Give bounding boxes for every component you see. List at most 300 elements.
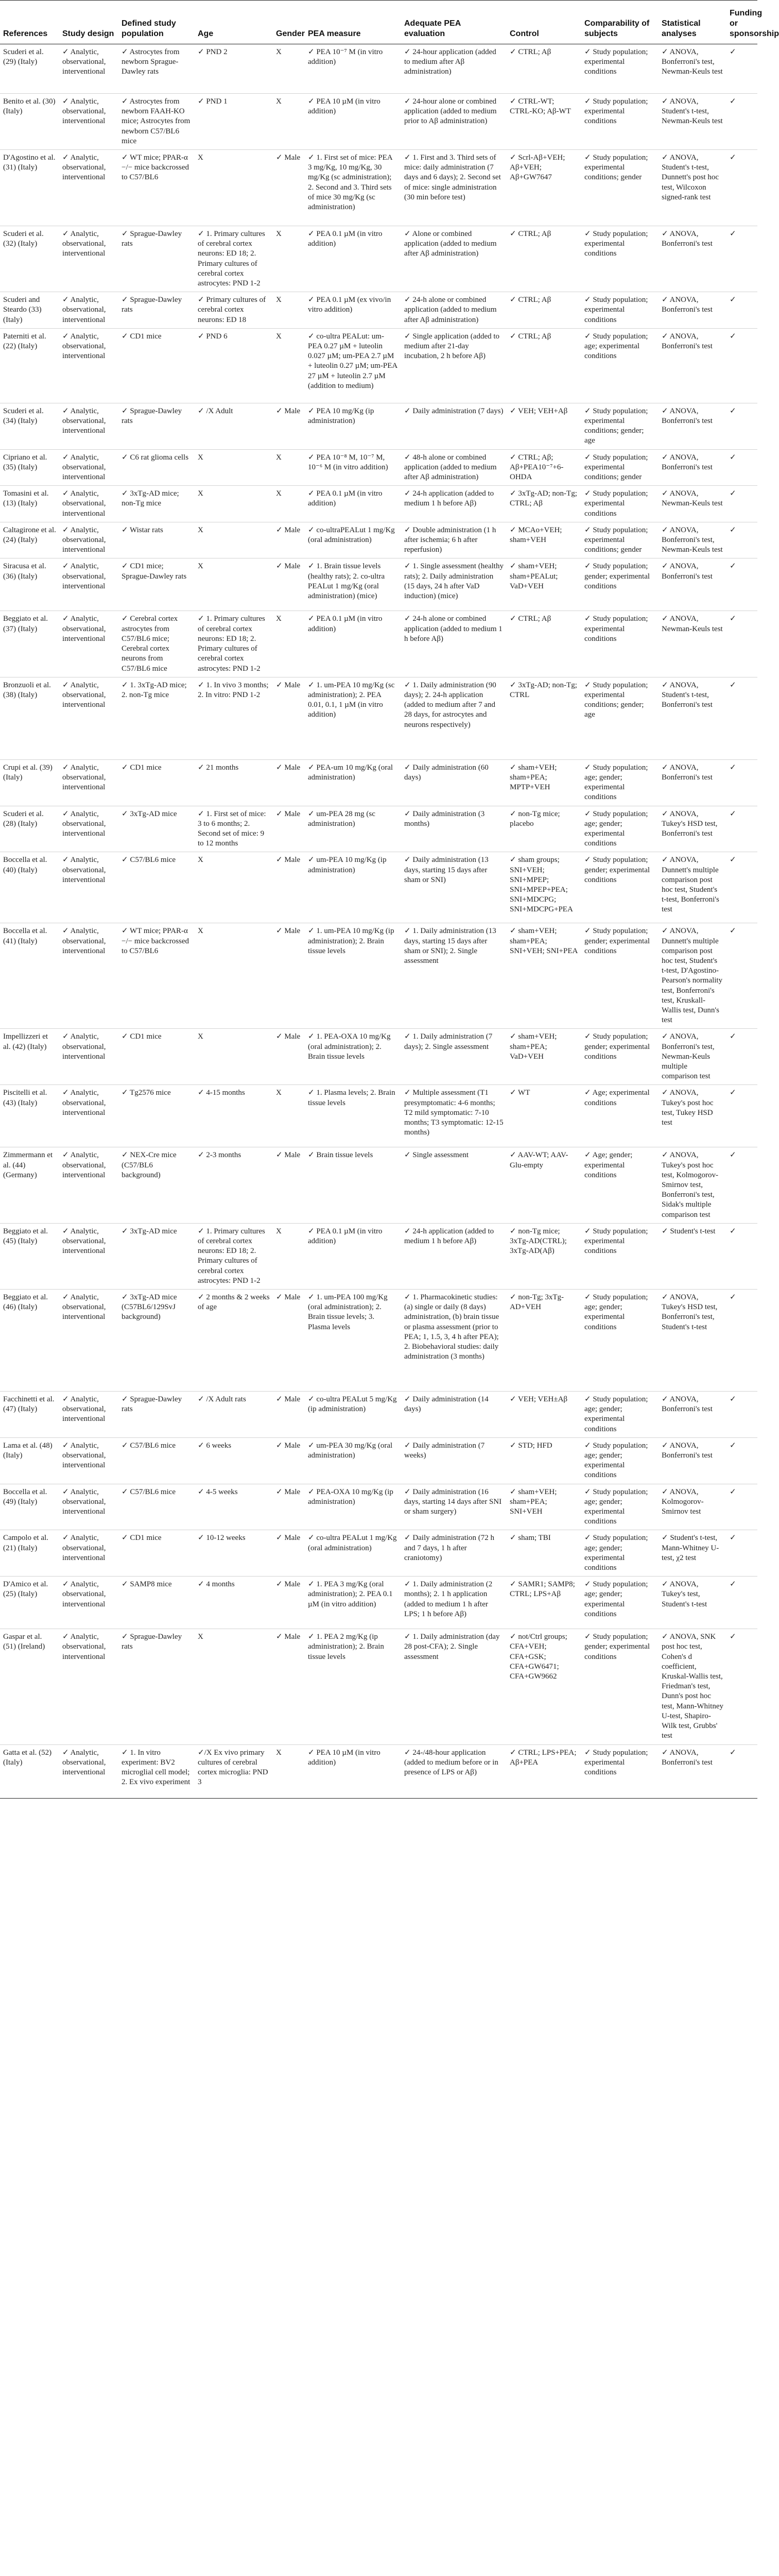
cell-references: Campolo et al. (21) (Italy)	[0, 1530, 59, 1577]
cell-adequate-pea-evaluation: ✓ 48-h alone or combined application (added to medium after Aβ administration)	[401, 449, 507, 486]
cell-statistical-analyses: ✓ ANOVA, Bonferroni's test	[659, 328, 726, 403]
table-row	[0, 611, 757, 677]
cell-gender: ✓ Male	[273, 1029, 305, 1085]
cell-funding-or-sponsorship: ✓	[726, 292, 757, 329]
cell-gender: X	[273, 226, 305, 292]
cell-funding-or-sponsorship: ✓	[726, 611, 757, 677]
cell-age: X	[195, 1629, 273, 1744]
cell-adequate-pea-evaluation: ✓ Daily administration (14 days)	[401, 1392, 507, 1438]
cell-study-design: ✓ Analytic, observational, interventional	[59, 150, 118, 226]
cell-statistical-analyses: ✓ ANOVA, Bonferroni's test, Newman-Keuls multiple comparison test	[659, 1029, 726, 1085]
header-comparability-of-subjects: Comparability of subjects	[581, 1, 659, 44]
cell-statistical-analyses: ✓ ANOVA, Kolmogorov-Smirnov test	[659, 1484, 726, 1530]
cell-references: Scuderi et al. (28) (Italy)	[0, 806, 59, 852]
cell-comparability-of-subjects: ✓ Study population; age; gender; experimental conditions	[581, 806, 659, 852]
cell-control: ✓ sham+VEH; sham+PEA; SNI+VEH; SNI+PEA	[507, 923, 581, 1029]
cell-references: D'Agostino et al. (31) (Italy)	[0, 150, 59, 226]
cell-references: Benito et al. (30) (Italy)	[0, 94, 59, 150]
cell-statistical-analyses: ✓ ANOVA, Tukey's post hoc test, Kolmogorov-Smirnov test, Bonferroni's test, Sidak's multiple comparison test	[659, 1147, 726, 1223]
cell-study-design: ✓ Analytic, observational, interventional	[59, 852, 118, 923]
cell-age: ✓ 21 months	[195, 759, 273, 806]
table-row	[0, 1577, 757, 1629]
table-row	[0, 677, 757, 759]
cell-defined-study-population: ✓ CD1 mice	[118, 1530, 195, 1577]
cell-comparability-of-subjects: ✓ Study population; age; gender; experimental conditions	[581, 1530, 659, 1577]
table-row	[0, 94, 757, 150]
cell-funding-or-sponsorship: ✓	[726, 852, 757, 923]
cell-funding-or-sponsorship: ✓	[726, 226, 757, 292]
cell-gender: X	[273, 449, 305, 486]
cell-defined-study-population: ✓ Tg2576 mice	[118, 1085, 195, 1147]
cell-adequate-pea-evaluation: ✓ Daily administration (60 days)	[401, 759, 507, 806]
cell-statistical-analyses: ✓ ANOVA, Newman-Keuls test	[659, 486, 726, 522]
cell-control: ✓ sham; TBI	[507, 1530, 581, 1577]
table-row	[0, 1147, 757, 1223]
cell-defined-study-population: ✓ 3xTg-AD mice	[118, 806, 195, 852]
cell-funding-or-sponsorship: ✓	[726, 328, 757, 403]
cell-defined-study-population: ✓ Astrocytes from newborn Sprague-Dawley rats	[118, 44, 195, 94]
cell-adequate-pea-evaluation: ✓ Daily administration (7 weeks)	[401, 1437, 507, 1484]
cell-control: ✓ sham+VEH; sham+PEA; VaD+VEH	[507, 1029, 581, 1085]
cell-defined-study-population: ✓ Sprague-Dawley rats	[118, 403, 195, 449]
cell-gender: ✓ Male	[273, 1147, 305, 1223]
cell-funding-or-sponsorship: ✓	[726, 1392, 757, 1438]
cell-pea-measure: ✓ 1. PEA 2 mg/Kg (ip administration); 2. Brain tissue levels	[305, 1629, 401, 1744]
cell-references: Bronzuoli et al. (38) (Italy)	[0, 677, 59, 759]
cell-adequate-pea-evaluation: ✓ Daily administration (72 h and 7 days, 1 h after craniotomy)	[401, 1530, 507, 1577]
cell-statistical-analyses: ✓ ANOVA, Bonferroni's test	[659, 558, 726, 611]
cell-adequate-pea-evaluation: ✓ 1. Daily administration (2 months); 2. 1 h application (added to medium 1 h after LPS; 1 h before Aβ)	[401, 1577, 507, 1629]
cell-comparability-of-subjects: ✓ Study population; gender; experimental conditions	[581, 558, 659, 611]
cell-age: ✓ PND 6	[195, 328, 273, 403]
cell-defined-study-population: ✓ CD1 mice	[118, 759, 195, 806]
cell-funding-or-sponsorship: ✓	[726, 486, 757, 522]
cell-control: ✓ not/Ctrl groups; CFA+VEH; CFA+GSK; CFA+GW6471; CFA+GW9662	[507, 1629, 581, 1744]
cell-references: Lama et al. (48) (Italy)	[0, 1437, 59, 1484]
cell-adequate-pea-evaluation: ✓ 24-hour application (added to medium after Aβ administration)	[401, 44, 507, 94]
cell-defined-study-population: ✓ 1. In vitro experiment: BV2 microglial cell model; 2. Ex vivo experiment	[118, 1744, 195, 1798]
cell-study-design: ✓ Analytic, observational, interventional	[59, 226, 118, 292]
cell-control: ✓ non-Tg mice; 3xTg-AD(CTRL); 3xTg-AD(Aβ)	[507, 1223, 581, 1289]
cell-control: ✓ CTRL; Aβ	[507, 292, 581, 329]
cell-comparability-of-subjects: ✓ Study population; experimental conditions	[581, 611, 659, 677]
cell-funding-or-sponsorship: ✓	[726, 558, 757, 611]
header-pea-measure: PEA measure	[305, 1, 401, 44]
cell-comparability-of-subjects: ✓ Study population; experimental conditions	[581, 1744, 659, 1798]
cell-funding-or-sponsorship: ✓	[726, 806, 757, 852]
cell-adequate-pea-evaluation: ✓ 24-h alone or combined application (added to medium after Aβ administration)	[401, 292, 507, 329]
cell-pea-measure: ✓ 1. PEA-OXA 10 mg/Kg (oral administration); 2. Brain tissue levels	[305, 1029, 401, 1085]
cell-age: X	[195, 852, 273, 923]
cell-gender: ✓ Male	[273, 403, 305, 449]
cell-references: Impellizzeri et al. (42) (Italy)	[0, 1029, 59, 1085]
cell-control: ✓ sham+VEH; sham+PEA; SNI+VEH	[507, 1484, 581, 1530]
cell-references: D'Amico et al. (25) (Italy)	[0, 1577, 59, 1629]
cell-pea-measure: ✓ co-ultra PEALut 1 mg/Kg (oral administration)	[305, 1530, 401, 1577]
cell-pea-measure: ✓ 1. Brain tissue levels (healthy rats); 2. co-ultra PEALut 1 mg/Kg (oral administration) (mice)	[305, 558, 401, 611]
cell-pea-measure: ✓ PEA 0.1 µM (ex vivo/in vitro addition)	[305, 292, 401, 329]
cell-age: ✓ PND 2	[195, 44, 273, 94]
cell-gender: X	[273, 1223, 305, 1289]
cell-control: ✓ CTRL; Aβ	[507, 328, 581, 403]
cell-adequate-pea-evaluation: ✓ Single assessment	[401, 1147, 507, 1223]
cell-funding-or-sponsorship: ✓	[726, 449, 757, 486]
cell-gender: ✓ Male	[273, 558, 305, 611]
cell-funding-or-sponsorship: ✓	[726, 44, 757, 94]
cell-statistical-analyses: ✓ ANOVA, Dunnett's multiple comparison post hoc test, Student's t-test, D'Agostino-Pearson's normality test, Bonferroni's test, Kruskall-Wallis test, Dunn's test	[659, 923, 726, 1029]
header-gender: Gender	[273, 1, 305, 44]
table-row	[0, 1029, 757, 1085]
cell-references: Paterniti et al. (22) (Italy)	[0, 328, 59, 403]
cell-defined-study-population: ✓ CD1 mice; Sprague-Dawley rats	[118, 558, 195, 611]
cell-age: X	[195, 1029, 273, 1085]
cell-gender: ✓ Male	[273, 806, 305, 852]
cell-study-design: ✓ Analytic, observational, interventional	[59, 1392, 118, 1438]
cell-adequate-pea-evaluation: ✓ 1. Daily administration (13 days, starting 15 days after sham or SNI); 2. Single assessment	[401, 923, 507, 1029]
cell-gender: X	[273, 94, 305, 150]
cell-defined-study-population: ✓ NEX-Cre mice (C57/BL6 background)	[118, 1147, 195, 1223]
cell-age: X	[195, 486, 273, 522]
cell-study-design: ✓ Analytic, observational, interventional	[59, 1744, 118, 1798]
cell-funding-or-sponsorship: ✓	[726, 522, 757, 558]
cell-defined-study-population: ✓ Sprague-Dawley rats	[118, 226, 195, 292]
cell-pea-measure: ✓ um-PEA 10 mg/Kg (ip administration)	[305, 852, 401, 923]
cell-funding-or-sponsorship: ✓	[726, 1744, 757, 1798]
cell-comparability-of-subjects: ✓ Study population; gender; experimental conditions	[581, 1629, 659, 1744]
cell-comparability-of-subjects: ✓ Study population; experimental conditions	[581, 292, 659, 329]
cell-gender: ✓ Male	[273, 759, 305, 806]
cell-control: ✓ CTRL; Aβ	[507, 226, 581, 292]
table-body	[0, 44, 757, 1799]
cell-control: ✓ sham groups; SNI+VEH; SNI+MPEP; SNI+MPEP+PEA; SNI+MDCPG; SNI+MDCPG+PEA	[507, 852, 581, 923]
cell-references: Boccella et al. (49) (Italy)	[0, 1484, 59, 1530]
cell-adequate-pea-evaluation: ✓ 1. Daily administration (7 days); 2. Single assessment	[401, 1029, 507, 1085]
cell-defined-study-population: ✓ WT mice; PPAR-α −/− mice backcrossed to C57/BL6	[118, 923, 195, 1029]
cell-references: Scuderi and Steardo (33) (Italy)	[0, 292, 59, 329]
cell-gender: ✓ Male	[273, 677, 305, 759]
cell-funding-or-sponsorship: ✓	[726, 1147, 757, 1223]
cell-references: Facchinetti et al. (47) (Italy)	[0, 1392, 59, 1438]
cell-age: ✓ 4-5 weeks	[195, 1484, 273, 1530]
cell-pea-measure: ✓ Brain tissue levels	[305, 1147, 401, 1223]
header-defined-study-population: Defined study population	[118, 1, 195, 44]
cell-funding-or-sponsorship: ✓	[726, 1290, 757, 1392]
cell-age: ✓ 6 weeks	[195, 1437, 273, 1484]
cell-comparability-of-subjects: ✓ Study population; experimental conditions	[581, 1223, 659, 1289]
cell-pea-measure: ✓ 1. um-PEA 100 mg/Kg (oral administration); 2. Brain tissue levels; 3. Plasma levels	[305, 1290, 401, 1392]
cell-age: ✓ 1. Primary cultures of cerebral cortex neurons: ED 18; 2. Primary cultures of cerebral cortex astrocytes: PND 1-2	[195, 1223, 273, 1289]
cell-comparability-of-subjects: ✓ Study population; experimental conditions; gender	[581, 522, 659, 558]
cell-study-design: ✓ Analytic, observational, interventional	[59, 44, 118, 94]
cell-pea-measure: ✓ PEA 0.1 µM (in vitro addition)	[305, 226, 401, 292]
cell-statistical-analyses: ✓ ANOVA, Bonferroni's test, Newman-Keuls test	[659, 522, 726, 558]
cell-comparability-of-subjects: ✓ Study population; gender; experimental conditions	[581, 923, 659, 1029]
cell-defined-study-population: ✓ CD1 mice	[118, 328, 195, 403]
cell-gender: X	[273, 1085, 305, 1147]
cell-study-design: ✓ Analytic, observational, interventional	[59, 292, 118, 329]
cell-comparability-of-subjects: ✓ Study population; gender; experimental conditions	[581, 852, 659, 923]
cell-comparability-of-subjects: ✓ Study population; age; gender; experimental conditions	[581, 1577, 659, 1629]
cell-statistical-analyses: ✓ ANOVA, SNK post hoc test, Cohen's d coefficient, Kruskal-Wallis test, Friedman's test, Dunn's post hoc test, Mann-Whitney U-test, Shapiro-Wilk test, Grubbs' test	[659, 1629, 726, 1744]
cell-study-design: ✓ Analytic, observational, interventional	[59, 486, 118, 522]
cell-funding-or-sponsorship: ✓	[726, 759, 757, 806]
cell-gender: ✓ Male	[273, 1530, 305, 1577]
cell-references: Scuderi et al. (32) (Italy)	[0, 226, 59, 292]
cell-age: X	[195, 558, 273, 611]
header-age: Age	[195, 1, 273, 44]
cell-age: X	[195, 923, 273, 1029]
cell-age: ✓ Primary cultures of cerebral cortex neurons: ED 18	[195, 292, 273, 329]
cell-gender: ✓ Male	[273, 1290, 305, 1392]
cell-gender: ✓ Male	[273, 1629, 305, 1744]
cell-statistical-analyses: ✓ ANOVA, Bonferroni's test	[659, 403, 726, 449]
cell-pea-measure: ✓ 1. um-PEA 10 mg/Kg (ip administration); 2. Brain tissue levels	[305, 923, 401, 1029]
cell-gender: X	[273, 328, 305, 403]
cell-defined-study-population: ✓ C57/BL6 mice	[118, 852, 195, 923]
cell-age: X	[195, 150, 273, 226]
cell-comparability-of-subjects: ✓ Age; experimental conditions	[581, 1085, 659, 1147]
cell-funding-or-sponsorship: ✓	[726, 1530, 757, 1577]
cell-study-design: ✓ Analytic, observational, interventional	[59, 611, 118, 677]
table-row	[0, 1484, 757, 1530]
cell-control: ✓ Scrl-Aβ+VEH; Aβ+VEH; Aβ+GW7647	[507, 150, 581, 226]
cell-age: ✓ 1. First set of mice: 3 to 6 months; 2. Second set of mice: 9 to 12 months	[195, 806, 273, 852]
cell-references: Beggiato et al. (46) (Italy)	[0, 1290, 59, 1392]
table-row	[0, 403, 757, 449]
cell-gender: ✓ Male	[273, 1392, 305, 1438]
table-row	[0, 44, 757, 94]
cell-study-design: ✓ Analytic, observational, interventional	[59, 1484, 118, 1530]
cell-study-design: ✓ Analytic, observational, interventional	[59, 1629, 118, 1744]
cell-study-design: ✓ Analytic, observational, interventional	[59, 1085, 118, 1147]
cell-adequate-pea-evaluation: ✓ 24-hour alone or combined application (added to medium prior to Aβ administration)	[401, 94, 507, 150]
cell-control: ✓ VEH; VEH+Aβ	[507, 403, 581, 449]
cell-comparability-of-subjects: ✓ Study population; experimental conditions	[581, 94, 659, 150]
cell-study-design: ✓ Analytic, observational, interventional	[59, 94, 118, 150]
cell-funding-or-sponsorship: ✓	[726, 923, 757, 1029]
cell-adequate-pea-evaluation: ✓ Daily administration (16 days, starting 14 days after SNI or sham surgery)	[401, 1484, 507, 1530]
cell-funding-or-sponsorship: ✓	[726, 1484, 757, 1530]
cell-adequate-pea-evaluation: ✓ 24-/48-hour application (added to medium before or in presence of LPS or Aβ)	[401, 1744, 507, 1798]
cell-references: Boccella et al. (41) (Italy)	[0, 923, 59, 1029]
cell-gender: X	[273, 292, 305, 329]
cell-study-design: ✓ Analytic, observational, interventional	[59, 677, 118, 759]
cell-comparability-of-subjects: ✓ Study population; age; gender; experimental conditions	[581, 1290, 659, 1392]
cell-gender: ✓ Male	[273, 923, 305, 1029]
cell-study-design: ✓ Analytic, observational, interventional	[59, 759, 118, 806]
cell-control: ✓ CTRL; Aβ	[507, 44, 581, 94]
cell-study-design: ✓ Analytic, observational, interventional	[59, 1147, 118, 1223]
cell-gender: X	[273, 611, 305, 677]
cell-control: ✓ sham+VEH; sham+PEA; MPTP+VEH	[507, 759, 581, 806]
cell-statistical-analyses: ✓ ANOVA, Student's t-test, Dunnett's post hoc test, Wilcoxon signed-rank test	[659, 150, 726, 226]
cell-adequate-pea-evaluation: ✓ 1. First and 3. Third sets of mice: daily administration (7 days and 6 days); 2. Second set of mice: single administration (30 min before test)	[401, 150, 507, 226]
cell-study-design: ✓ Analytic, observational, interventional	[59, 1029, 118, 1085]
table-row	[0, 1629, 757, 1744]
cell-statistical-analyses: ✓ ANOVA, Bonferroni's test	[659, 226, 726, 292]
table-row	[0, 852, 757, 923]
header-adequate-pea-evaluation: Adequate PEA evaluation	[401, 1, 507, 44]
cell-age: ✓ /X Adult	[195, 403, 273, 449]
table-row	[0, 806, 757, 852]
table-row	[0, 1437, 757, 1484]
cell-control: ✓ 3xTg-AD; non-Tg; CTRL; Aβ	[507, 486, 581, 522]
table-row	[0, 328, 757, 403]
cell-gender: X	[273, 44, 305, 94]
cell-gender: ✓ Male	[273, 150, 305, 226]
cell-funding-or-sponsorship: ✓	[726, 150, 757, 226]
cell-study-design: ✓ Analytic, observational, interventional	[59, 328, 118, 403]
cell-funding-or-sponsorship: ✓	[726, 1085, 757, 1147]
cell-adequate-pea-evaluation: ✓ Daily administration (7 days)	[401, 403, 507, 449]
cell-adequate-pea-evaluation: ✓ 1. Single assessment (healthy rats); 2. Daily administration (15 days, 24 h after VaD induction) (mice)	[401, 558, 507, 611]
cell-pea-measure: ✓ PEA-um 10 mg/Kg (oral administration)	[305, 759, 401, 806]
cell-statistical-analyses: ✓ ANOVA, Tukey's HSD test, Bonferroni's test, Student's t-test	[659, 1290, 726, 1392]
cell-pea-measure: ✓ PEA-OXA 10 mg/Kg (ip administration)	[305, 1484, 401, 1530]
cell-age: ✓/X Ex vivo primary cultures of cerebral cortex microglia: PND 3	[195, 1744, 273, 1798]
table-row	[0, 1392, 757, 1438]
cell-defined-study-population: ✓ CD1 mice	[118, 1029, 195, 1085]
cell-pea-measure: ✓ um-PEA 30 mg/Kg (oral administration)	[305, 1437, 401, 1484]
cell-study-design: ✓ Analytic, observational, interventional	[59, 403, 118, 449]
cell-references: Beggiato et al. (45) (Italy)	[0, 1223, 59, 1289]
cell-adequate-pea-evaluation: ✓ 1. Pharmacokinetic studies: (a) single or daily (8 days) administration, (b) brain tissue or plasma assessment (prior to PEA; 1, 1.5, 3, 4 h after PEA); 2. Biobehavioral studies: daily administration (3 months)	[401, 1290, 507, 1392]
cell-statistical-analyses: ✓ ANOVA, Bonferroni's test	[659, 1392, 726, 1438]
table-row	[0, 226, 757, 292]
cell-statistical-analyses: ✓ ANOVA, Dunnett's multiple comparison post hoc test, Student's t-test, Bonferroni's test	[659, 852, 726, 923]
cell-age: ✓ 1. Primary cultures of cerebral cortex neurons: ED 18; 2. Primary cultures of cerebral cortex astrocytes: PND 1-2	[195, 611, 273, 677]
cell-control: ✓ SAMR1; SAMP8; CTRL; LPS+Aβ	[507, 1577, 581, 1629]
cell-comparability-of-subjects: ✓ Study population; experimental conditions; gender; age	[581, 403, 659, 449]
cell-adequate-pea-evaluation: ✓ Daily administration (3 months)	[401, 806, 507, 852]
cell-pea-measure: ✓ 1. PEA 3 mg/Kg (oral administration); 2. PEA 0.1 µM (in vitro addition)	[305, 1577, 401, 1629]
cell-defined-study-population: ✓ Wistar rats	[118, 522, 195, 558]
table-row	[0, 522, 757, 558]
cell-references: Scuderi et al. (29) (Italy)	[0, 44, 59, 94]
table-row	[0, 1223, 757, 1289]
cell-comparability-of-subjects: ✓ Study population; experimental conditions	[581, 44, 659, 94]
cell-funding-or-sponsorship: ✓	[726, 1437, 757, 1484]
cell-study-design: ✓ Analytic, observational, interventional	[59, 522, 118, 558]
cell-funding-or-sponsorship: ✓	[726, 94, 757, 150]
cell-comparability-of-subjects: ✓ Study population; age; gender; experimental conditions	[581, 759, 659, 806]
cell-pea-measure: ✓ PEA 10⁻⁷ M (in vitro addition)	[305, 44, 401, 94]
cell-comparability-of-subjects: ✓ Study population; experimental conditions; gender	[581, 150, 659, 226]
cell-statistical-analyses: ✓ ANOVA, Student's t-test, Bonferroni's test	[659, 677, 726, 759]
header-funding-or-sponsorship: Funding or sponsorship	[726, 1, 757, 44]
cell-control: ✓ CTRL; Aβ; Aβ+PEA10⁻⁷+6-OHDA	[507, 449, 581, 486]
cell-references: Gatta et al. (52) (Italy)	[0, 1744, 59, 1798]
header-control: Control	[507, 1, 581, 44]
cell-pea-measure: ✓ 1. um-PEA 10 mg/Kg (sc administration); 2. PEA 0.01, 0.1, 1 µM (in vitro addition)	[305, 677, 401, 759]
cell-pea-measure: ✓ 1. Plasma levels; 2. Brain tissue levels	[305, 1085, 401, 1147]
cell-references: Gaspar et al. (51) (Ireland)	[0, 1629, 59, 1744]
cell-study-design: ✓ Analytic, observational, interventional	[59, 806, 118, 852]
cell-comparability-of-subjects: ✓ Study population; experimental conditions; gender; age	[581, 677, 659, 759]
cell-defined-study-population: ✓ Cerebral cortex astrocytes from C57/BL6 mice; Cerebral cortex neurons from C57/BL6 mice	[118, 611, 195, 677]
cell-age: ✓ PND 1	[195, 94, 273, 150]
cell-pea-measure: ✓ PEA 0.1 µM (in vitro addition)	[305, 1223, 401, 1289]
cell-adequate-pea-evaluation: ✓ 24-h application (added to medium 1 h before Aβ)	[401, 1223, 507, 1289]
cell-references: Caltagirone et al. (24) (Italy)	[0, 522, 59, 558]
cell-funding-or-sponsorship: ✓	[726, 403, 757, 449]
table-row	[0, 1085, 757, 1147]
cell-defined-study-population: ✓ 1. 3xTg-AD mice; 2. non-Tg mice	[118, 677, 195, 759]
cell-statistical-analyses: ✓ ANOVA, Bonferroni's test	[659, 1744, 726, 1798]
cell-comparability-of-subjects: ✓ Study population; age; gender; experimental conditions	[581, 1437, 659, 1484]
cell-funding-or-sponsorship: ✓	[726, 1029, 757, 1085]
cell-age: ✓ 2 months & 2 weeks of age	[195, 1290, 273, 1392]
cell-statistical-analyses: ✓ ANOVA, Student's t-test, Newman-Keuls test	[659, 94, 726, 150]
cell-pea-measure: ✓ PEA 10 µM (in vitro addition)	[305, 94, 401, 150]
cell-statistical-analyses: ✓ ANOVA, Tukey's HSD test, Bonferroni's test	[659, 806, 726, 852]
table-row	[0, 486, 757, 522]
table-row	[0, 150, 757, 226]
cell-defined-study-population: ✓ SAMP8 mice	[118, 1577, 195, 1629]
table-row	[0, 292, 757, 329]
cell-defined-study-population: ✓ WT mice; PPAR-α −/− mice backcrossed to C57/BL6	[118, 150, 195, 226]
cell-defined-study-population: ✓ 3xTg-AD mice; non-Tg mice	[118, 486, 195, 522]
cell-references: Tomasini et al. (13) (Italy)	[0, 486, 59, 522]
cell-comparability-of-subjects: ✓ Study population; age; gender; experimental conditions	[581, 1484, 659, 1530]
cell-adequate-pea-evaluation: ✓ Daily administration (13 days, starting 15 days after sham or SNI)	[401, 852, 507, 923]
header-study-design: Study design	[59, 1, 118, 44]
cell-comparability-of-subjects: ✓ Age; gender; experimental conditions	[581, 1147, 659, 1223]
cell-gender: X	[273, 1744, 305, 1798]
header-row	[0, 1, 757, 44]
cell-comparability-of-subjects: ✓ Study population; experimental conditions	[581, 486, 659, 522]
cell-control: ✓ STD; HFD	[507, 1437, 581, 1484]
cell-gender: ✓ Male	[273, 1437, 305, 1484]
cell-comparability-of-subjects: ✓ Study population; experimental conditions; gender	[581, 449, 659, 486]
table-row	[0, 1744, 757, 1798]
cell-funding-or-sponsorship: ✓	[726, 1577, 757, 1629]
table-header	[0, 1, 779, 44]
cell-references: Boccella et al. (40) (Italy)	[0, 852, 59, 923]
table-row	[0, 449, 757, 486]
cell-control: ✓ CTRL; LPS+PEA; Aβ+PEA	[507, 1744, 581, 1798]
cell-defined-study-population: ✓ 3xTg-AD mice (C57BL6/129SvJ background)	[118, 1290, 195, 1392]
cell-adequate-pea-evaluation: ✓ Alone or combined application (added to medium after Aβ administration)	[401, 226, 507, 292]
header-references: References	[0, 1, 59, 44]
cell-references: Scuderi et al. (34) (Italy)	[0, 403, 59, 449]
cell-statistical-analyses: ✓ ANOVA, Bonferroni's test, Newman-Keuls test	[659, 44, 726, 94]
cell-control: ✓ CTRL-WT; CTRL-KO; Aβ-WT	[507, 94, 581, 150]
cell-gender: X	[273, 486, 305, 522]
cell-statistical-analyses: ✓ Student's t-test	[659, 1223, 726, 1289]
cell-age: ✓ 4-15 months	[195, 1085, 273, 1147]
cell-pea-measure: ✓ PEA 0.1 µM (in vitro addition)	[305, 611, 401, 677]
cell-references: Zimmermann et al. (44) (Germany)	[0, 1147, 59, 1223]
cell-age: ✓ 1. Primary cultures of cerebral cortex neurons: ED 18; 2. Primary cultures of cerebral cortex astrocytes: PND 1-2	[195, 226, 273, 292]
cell-gender: ✓ Male	[273, 522, 305, 558]
cell-defined-study-population: ✓ C6 rat glioma cells	[118, 449, 195, 486]
cell-defined-study-population: ✓ Sprague-Dawley rats	[118, 292, 195, 329]
cell-statistical-analyses: ✓ ANOVA, Bonferroni's test	[659, 292, 726, 329]
cell-comparability-of-subjects: ✓ Study population; gender; experimental conditions	[581, 1029, 659, 1085]
cell-age: ✓ 1. In vivo 3 months; 2. In vitro: PND 1-2	[195, 677, 273, 759]
cell-control: ✓ WT	[507, 1085, 581, 1147]
cell-age: ✓ 10-12 weeks	[195, 1530, 273, 1577]
cell-gender: ✓ Male	[273, 1577, 305, 1629]
cell-adequate-pea-evaluation: ✓ Single application (added to medium after 21-day incubation, 2 h before Aβ)	[401, 328, 507, 403]
cell-control: ✓ 3xTg-AD; non-Tg; CTRL	[507, 677, 581, 759]
cell-study-design: ✓ Analytic, observational, interventional	[59, 1223, 118, 1289]
cell-references: Piscitelli et al. (43) (Italy)	[0, 1085, 59, 1147]
cell-study-design: ✓ Analytic, observational, interventional	[59, 1290, 118, 1392]
cell-pea-measure: ✓ um-PEA 28 mg (sc administration)	[305, 806, 401, 852]
cell-study-design: ✓ Analytic, observational, interventional	[59, 1437, 118, 1484]
